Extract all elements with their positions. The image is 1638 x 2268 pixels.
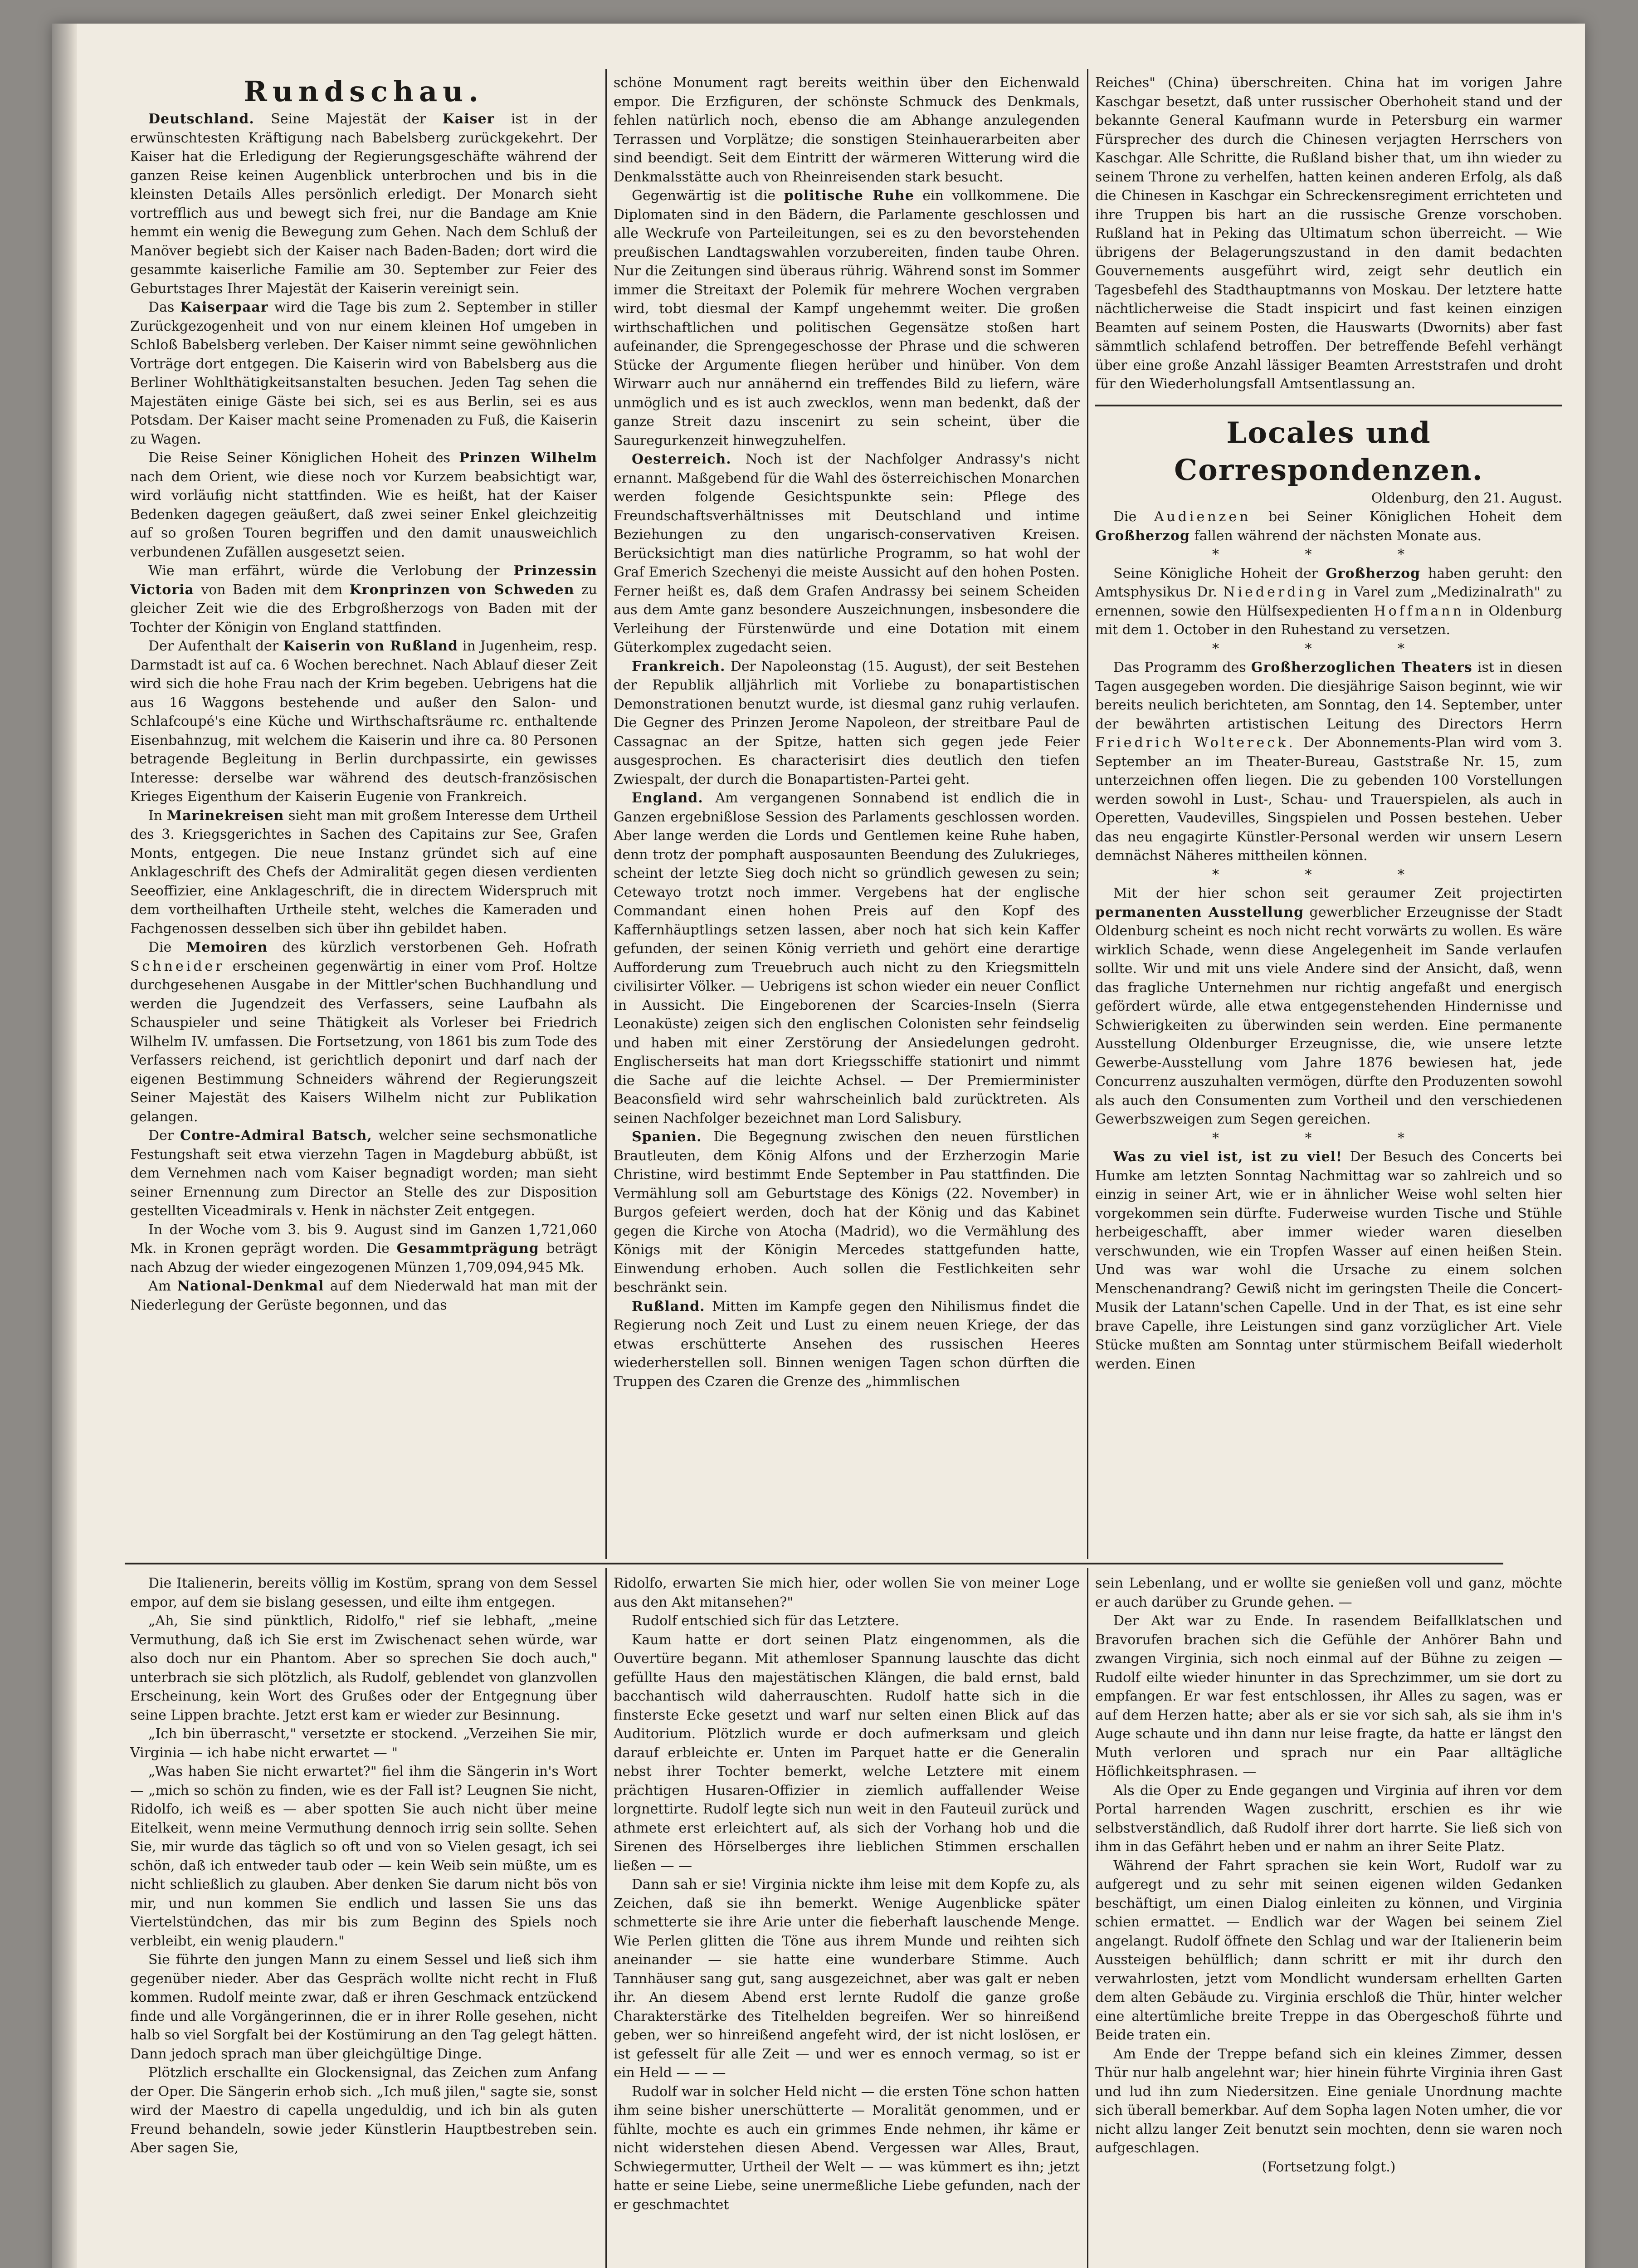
local-news-title: Locales und Correspondenzen.: [1174, 415, 1483, 487]
news-paragraph: [130, 1277, 597, 1315]
asterisk-divider: * * *: [1212, 1130, 1446, 1146]
text-run: Noch ist der Nachfolger Andrassy's nicht ernannt. Maßgebend für die Wahl des österreichischen Monarchen werden folgende Gesichtspunkte sein: Pflege des Freundschaftsverhältnisses mit Deutschland und intime Beziehungen zu den ungarisch-conservativen Kreisen. Berücksichtigt man dies natürliche Programm, so hat wohl der Graf Emerich Szechenyi die meiste Aussicht auf den hohen Posten. Ferner heißt es, daß dem Grafen Andrassy bei seinem Scheiden aus dem Amte ganz besondere Auszeichnungen, insbesondere die Verleihung der Fürstenwürde und eine Dotation mit einem Güterkomplex zugedacht seien.: [614, 451, 1080, 655]
text-run: bei Seiner Königlichen Hoheit dem: [1251, 509, 1562, 525]
news-paragraph: [130, 298, 597, 449]
news-paragraph: [1095, 564, 1562, 640]
text-run: haben geruht: den Amtsphysikus Dr.: [1095, 565, 1562, 600]
asterisk-divider: * * *: [1212, 547, 1446, 562]
text-run: ein vollkommene. Die Diplomaten sind in den Bädern, die Parlamente geschlossen und alle Weckrufe von Parteileitungen, sei es zu den bevorstehenden preußischen Landtagswahlen vorzubereiten, finden taube Ohren. Nur die Zeitungen sind überaus rührig. Während sonst im Sommer immer die Streitaxt der Polemik für mehrere Wochen vergraben wird, tobt diesmal der Kampf ungehemmt weiter. Die großen wirthschaftlichen und politischen Gegensätze stoßen hart aufeinander, die Sprengegeschosse der Phrase und die schweren Stücke der Argumente fliegen herüber und hinüber. Von dem Wirwarr auch nur annähernd ein treffendes Bild zu liefern, wäre unmöglich und es ist auch zwecklos, wenn man bedenkt, daß der ganze Streit dazu inscenirt zu sein scheint, über die Sauregurkenzeit hinwegzuhelfen.: [614, 188, 1080, 449]
text-run: Am vergangenen Sonnabend ist endlich die in Ganzen ergebnißlose Session des Parlaments geschlossen worden. Aber lange werden die Lords und Gentlemen keine Ruhe haben, denn trotz der pomphaft ausposaunten Beendung des Zulukrieges, scheint der letzte Sieg doch nicht so gründlich gewesen zu sein; Cetewayo trotzt noch immer. Vergebens hat der englische Commandant einen hohen Preis auf den Kopf des Kaffernhäuptlings setzen lassen, aber noch hat sich kein Kaffer gefunden, der seinen König verrieth und gehört eine derartige Aufforderung zum Treuebruch auch nicht zu den Kriegsmitteln civilisirter Völker. — Uebrigens ist schon wieder ein neuer Conflict in Aussicht. Die Eingeborenen der Scarcies-Inseln (Sierra Leonaküste) zeigen sich den englischen Colonisten sehr feindselig und haben mit einer Zerstörung der Ansiedelungen gedroht. Englischerseits hat man dort Kriegsschiffe stationirt und nimmt die Sache auf die leichte Achsel. — Der Premierminister Beaconsfield wird sehr wahrscheinlich bald zurücktreten. Als seinen Nachfolger bezeichnet man Lord Salisbury.: [614, 790, 1080, 1126]
rundschau-masthead: Rundschau.: [244, 75, 484, 108]
text-run: Wie man erfährt, würde die Verlobung der: [148, 563, 514, 579]
keyword: Kaiserin von Rußland: [283, 638, 458, 654]
text-run: auf dem Niederwald hat man mit der Niederlegung der Gerüste begonnen, und das: [130, 1278, 597, 1313]
text-run: Das: [148, 299, 180, 315]
text-run: Der Besuch des Concerts bei Humke am letzten Sonntag Nachmittag war so zahlreich und so einzig in seiner Art, wie er in ähnlicher Weise wohl selten hier vorgekommen sein dürfte. Fuderweise wurden Tische und Stühle herbeigeschafft, aber immer wieder waren dieselben verschwunden, wie ein Tropfen Wasser auf einen heißen Stein. Und was war wohl die Ursache zu einem solchen Menschenandrang? Gewiß nicht im geringsten Theile die Concert-Musik der Latann'schen Capelle. Und in der That, es ist eine sehr brave Capelle, ihre Leistungen sind ganz vorzüglicher Art. Viele Stücke mußten am Sonntag unter stürmischem Beifall wiederholt werden. Einen: [1095, 1149, 1562, 1372]
text-run: des kürzlich verstorbenen Geh. Hofrath: [268, 939, 597, 955]
story-paragraph: Plötzlich erschallte ein Glockensignal, das Zeichen zum Anfang der Oper. Die Sängerin erhob sich. „Ich muß jilen," sagte sie, sonst wird der Maestro di capella ungeduldig, und ich bin als guten Freund behandeln, sowie jeder Künstlerin Hauptbestreben sein. Aber sagen Sie,: [130, 2065, 597, 2156]
text-run: Der Aufenthalt der: [148, 638, 283, 654]
rundschau-column-3: [1095, 73, 1562, 1557]
keyword: Kronprinzen von Schweden: [349, 582, 575, 598]
story-paragraph: „Was haben Sie nicht erwartet?" fiel ihm die Sängerin in's Wort — „mich so schön zu finden, wie es der Fall ist? Leugnen Sie nicht, Ridolfo, ich weiß es — aber spotten Sie auch nicht über meine Eitelkeit, wenn meine Vermuthung dennoch irrig sein sollte. Sehen Sie, mir wurde das täglich so oft und von so Vielen gesagt, ich sei schön, daß ich entweder taub oder — kein Weib sein müßte, um es nicht schließlich zu glauben. Aber denken Sie darum nicht bös von mir, und nun kommen Sie endlich und lassen Sie uns das Viertelstündchen, das mir bis zum Beginn des Spiels noch verbleibt, ein wenig plaudern.": [130, 1764, 597, 1949]
story-paragraph: Ridolfo, erwarten Sie mich hier, oder wollen Sie von meiner Loge aus den Akt mitansehen?": [614, 1575, 1080, 1610]
country-heading-spanien: Spanien.: [632, 1129, 702, 1145]
news-paragraph: [1095, 658, 1562, 865]
text-run: Seine Königliche Hoheit der: [1113, 565, 1326, 582]
spaced-name: Hoffmann: [1374, 603, 1464, 619]
text-run: sieht man mit großem Interesse dem Urtheil des 3. Kriegsgerichtes in Sachen des Capitains zur See, Grafen Monts, entgegen. Die neue Instanz gründet sich auf eine Anklageschrift des Chefs der Admiralität gegen diesen verdienten Seeoffizier, eine Anklageschrift, die in directem Widerspruch mit dem vortheilhaften Urtheile steht, welches die Kameraden und Fachgenossen desselben sich über ihn gebildet haben.: [130, 807, 597, 937]
news-paragraph: [614, 450, 1080, 657]
dateline: Oldenburg, den 21. August.: [1371, 490, 1562, 506]
newspaper-page: [52, 24, 1585, 2268]
asterisk-divider: * * *: [1212, 640, 1446, 657]
news-paragraph: [130, 637, 597, 807]
news-paragraph: [1095, 508, 1562, 545]
rundschau-column-1: [130, 73, 597, 1557]
country-heading-russland: Rußland.: [632, 1298, 705, 1315]
news-paragraph: schöne Monument ragt bereits weithin über den Eichenwald empor. Die Erzfiguren, der schönste Schmuck des Denkmals, fehlen natürlich noch, ebenso die am Abhange anzulegenden Terrassen und Vorplätze; die sonstigen Steinhauerarbeiten aber sind beendigt. Seit dem Eintritt der wärmeren Witterung wird die Denkmalsstätte auch von Rheinreisenden stark besucht.: [614, 75, 1080, 185]
asterisk-divider: * * *: [1212, 866, 1446, 883]
text-run: Mitten im Kampfe gegen den Nihilismus findet die Regierung noch Zeit und Lust zu einem neuen Kriege, der das etwas erschütterte Ansehen des russischen Heeres wiederherstellen soll. Binnen wenigen Tagen schon dürften die Truppen des Czaren die Grenze des „himmlischen: [614, 1298, 1080, 1390]
text-run: in Varel zum „Medizinalrath" zu ernennen, sowie den Hülfsexpedienten: [1095, 584, 1562, 619]
news-paragraph: [130, 110, 597, 298]
keyword: Prinzen Wilhelm: [459, 450, 597, 466]
text-run: zu gleicher Zeit wie die des Erbgroßherzogs von Baden mit der Tochter der Königin von England stattfinden.: [130, 582, 597, 635]
spaced-name: Friedrich Woltereck.: [1095, 735, 1296, 751]
story-paragraph: Sie führte den jungen Mann zu einem Sessel und ließ sich ihm gegenüber nieder. Aber das Gespräch wollte nicht recht in Fluß kommen. Rudolf meinte zwar, daß er ihren Geschmack entzückend finde und alle Vorgängerinnen, die er in ihrer Rolle gesehen, nicht halb so viel Sorgfalt bei der Kostümirung an den Tag gelegt hätten. Dann jedoch sprach man über gleichgültige Dinge.: [130, 1952, 597, 2062]
news-paragraph: [130, 562, 597, 637]
story-paragraph: Die Italienerin, bereits völlig im Kostüm, sprang von dem Sessel empor, auf dem sie bislang gesessen, und eilte ihm entgegen.: [130, 1575, 597, 1610]
text-run: In der Woche vom 3. bis 9. August sind im Ganzen 1,721,060 Mk. in Kronen geprägt worden. Die: [130, 1222, 597, 1256]
news-paragraph: [130, 449, 597, 562]
story-paragraph: Als die Oper zu Ende gegangen und Virginia auf ihren vor dem Portal harrenden Wagen zuschritt, erschien es ihr wie selbstverständlich, daß Rudolf ihrer dort harrte. Sie ließ sich von ihm in das Gefährt heben und er nahm an ihrer Seite Platz.: [1095, 1782, 1562, 1855]
text-run: von Baden mit dem: [194, 582, 350, 598]
text-run: in Jugenheim, resp. Darmstadt ist auf ca. 6 Wochen berechnet. Nach Ablauf dieser Zeit wird sich die hohe Frau nach der Krim begeben. Uebrigens hat die aus 16 Waggons bestehende und außer den Salon- und Schlafcoupé's eine Küche und Wirthschaftsräume rc. enthaltende Eisenbahnzug, mit welchem die Kaiserin und ihre ca. 80 Personen betragende Begleitung in Berlin durchpassirte, ein gewisses Interesse: derselbe war während des deutsch-französischen Krieges Eigenthum der Kaiserin Eugenie von Frankreich.: [130, 638, 597, 805]
text-run: Der: [148, 1128, 180, 1144]
keyword: Großherzog: [1095, 528, 1190, 544]
text-run: Die Reise Seiner Königlichen Hoheit des: [148, 450, 459, 466]
feuilleton-column-3: [1095, 1574, 1562, 2268]
keyword: National-Denkmal: [177, 1278, 324, 1294]
text-run: welcher seine sechsmonatliche Festungshaft seit etwa vierzehn Tagen in Magdeburg abbüßt, ist dem Vernehmen nach vom Kaiser begnadigt worden; man sieht seiner Ernennung zum Director an Stelle des zur Disposition gestellten Viceadmirals v. Henk in nächster Zeit entgegen.: [130, 1128, 597, 1219]
country-heading-england: England.: [632, 790, 703, 806]
text-run: Die Begegnung zwischen den neuen fürstlichen Brautleuten, dem König Alfons und der Erzherzogin Marie Christine, wird bestimmt Ende September in Pau stattfinden. Die Vermählung soll am Geburtstage des Königs (22. November) in Burgos gefeiert werden, doch hat der König und das Kabinet gegen die Kirche von Atocha (Madrid), wo die Vermählung des Königs mit der Königin Mercedes stattgefunden hatte, Einwendung erhoben. Auch sollen die Festlichkeiten sehr beschränkt sein.: [614, 1129, 1080, 1295]
news-paragraph: [614, 657, 1080, 789]
text-run: Die: [1113, 509, 1154, 525]
news-paragraph: [130, 1126, 597, 1221]
story-paragraph: Rudolf entschied sich für das Letztere.: [632, 1613, 900, 1629]
text-run: ist in diesen Tagen ausgegeben worden. Die diesjährige Saison beginnt, wie wir bereits neulich berichteten, am Sonntag, den 14. September, unter der bewährten artistischen Leitung des Directors Herrn: [1095, 660, 1562, 732]
news-paragraph: [130, 807, 597, 938]
news-paragraph: [130, 1221, 597, 1277]
spaced-name: Schneider: [130, 958, 225, 974]
keyword: Großherzog: [1326, 565, 1421, 582]
column-rule: [605, 69, 607, 1559]
news-paragraph: [130, 938, 597, 1126]
story-paragraph: Kaum hatte er dort seinen Platz eingenommen, als die Ouvertüre begann. Mit athemloser Spannung lauschte das dicht gefüllte Haus den majestätischen Klängen, die bald ernst, bald bacchantisch wild daherrauschten. Rudolf hatte sich in die finsterste Ecke gesetzt und warf nur selten einen Blick auf das Auditorium. Plötzlich wurde er doch aufmerksam und gleich darauf erbleichte er. Unten im Parquet hatte er die Generalin nebst ihrer Tochter bemerkt, welche Letztere mit einem prächtigen Husaren-Offizier in ziemlich auffallender Weise lorgnettirte. Rudolf legte sich nun weit in den Fauteuil zurück und athmete erst erleichtert auf, als sich der Vorhang hob und die Sirenen des Hörselberges ihre lieblichen Stimmen erschallen ließen — —: [614, 1632, 1080, 1874]
spaced-word: Audienzen: [1154, 509, 1251, 525]
to-be-continued-note: (Fortsetzung folgt.): [1262, 2159, 1396, 2175]
spaced-name: Niederding: [1223, 584, 1329, 600]
section-separator: [125, 1563, 1503, 1564]
news-paragraph: Reiches" (China) überschreiten. China hat im vorigen Jahre Kaschgar besetzt, daß unter russischer Oberhoheit stand und der bekannte General Kaufmann wurde in Petersburg ein warmer Fürsprecher des durch die Chinesen verjagten Herrschers von Kaschgar. Alle Schritte, die Rußland bisher that, um ihn wieder zu seinem Throne zu verhelfen, hatten keinen anderen Erfolg, als daß die Chinesen in Kaschgar ein Schreckensregiment errichteten und ihre Truppen bis hart an die russische Grenze vorschoben. Rußland hat in Peking das Ultimatum schon überreicht. — Wie übrigens der Belagerungszustand in den damit bedachten Gouvernements ausgeführt wird, zeigt sehr deutlich ein Tagesbefehl des Stadthauptmanns von Moskau. Der letztere hatte nächtlicherweise die Stadt inspicirt und fast keinen einzigen Beamten auf seinem Posten, die Hauswarts (Dwornits) aber fast sämmtlich schlafend betroffen. Der betreffende Befehl verhängt über eine große Anzahl lässiger Beamten Arreststrafen und droht für den Wiederholungsfall Amtsentlassung an.: [1095, 75, 1562, 392]
keyword: Kaiserpaar: [180, 299, 268, 315]
text-run: Am: [148, 1278, 177, 1294]
news-paragraph: [614, 186, 1080, 450]
keyword: Kaiser: [442, 111, 495, 127]
keyword: Was zu viel ist, ist zu viel!: [1113, 1149, 1343, 1165]
text-run: erscheinen gegenwärtig in einer vom Prof. Holtze durchgesehenen Ausgabe in der Mittler'schen Buchhandlung und werden die Jugendzeit des Verfassers, seine Laufbahn als Schauspieler und seine Thätigkeit als Vorleser bei Friedrich Wilhelm IV. umfassen. Die Fortsetzung, von 1861 bis zum Tode des Verfassers reichend, ist gerichtlich deponirt und darf nach der eigenen Bestimmung Schneiders während der Regierungszeit Seiner Majestät des Kaisers Wilhelm nicht zur Publikation gelangen.: [130, 958, 597, 1125]
keyword: Memoiren: [186, 939, 268, 955]
text-run: In: [148, 807, 167, 824]
keyword: Contre-Admiral Batsch,: [180, 1128, 372, 1144]
story-paragraph: Der Akt war zu Ende. In rasendem Beifallklatschen und Bravorufen brachen sich die Gefühle der Anhörer Bahn und zwangen Virginia, sich noch einmal auf der Bühne zu zeigen — Rudolf eilte wieder hinunter in das Sprechzimmer, um sie dort zu empfangen. Er war fest entschlossen, ihr Alles zu sagen, was er auf dem Herzen hatte; aber als er sie vor sich sah, als sie ihm in's Auge schaute und ihn dann nur leise fragte, da hatte er längst den Muth verloren und sprach nur ein Paar alltägliche Höflichkeitsphrasen. —: [1095, 1613, 1562, 1779]
story-paragraph: Dann sah er sie! Virginia nickte ihm leise mit dem Kopfe zu, als Zeichen, daß sie ihn bemerkt. Wenige Augenblicke später schmetterte sie ihre Arie unter die fieberhaft lauschende Menge. Wie Perlen glitten die Töne aus ihrem Munde und reihten sich aneinander — sie hatte eine wunderbare Stimme. Auch Tannhäuser sang gut, sang ausgezeichnet, aber was galt er neben ihr. An diesem Abend erst lernte Rudolf die ganze große Charakterstärke des Titelhelden begreifen. Wer so hinreißend geben, wer so hinreißend angefeht wird, der ist nicht loslösen, er ist gefesselt für alle Zeit — und wer es ennoch vermag, so ist er ein Held — — —: [614, 1877, 1080, 2081]
country-heading-oesterreich: Oesterreich.: [632, 451, 731, 467]
keyword: permanenten Ausstellung: [1095, 904, 1304, 920]
story-paragraph: „Ich bin überrascht," versetzte er stockend. „Verzeihen Sie mir, Virginia — ich habe nicht erwartet — ": [130, 1726, 597, 1761]
text-run: nach dem Orient, wie diese noch vor Kurzem beabsichtigt war, wird vorläufig nicht stattfinden. Wie es heißt, hat der Kaiser Bedenken dagegen geäußert, daß zwei seiner Enkel gleichzeitig auf so großen Touren begriffen und den damit unausweichlich verbundenen Zufällen ausgesetzt seien.: [130, 469, 597, 560]
news-paragraph: [1095, 1148, 1562, 1374]
rundschau-column-2: [614, 73, 1080, 1557]
story-paragraph: Rudolf war in solcher Held nicht — die ersten Töne schon hatten ihm seine bisher unerschütterte — Moralität genommen, und er fühlte, mochte es auch ein grimmes Ende nehmen, ihr käme er nicht widerstehen diesen Abend. Vergessen war Alles, Braut, Schwiegermutter, Urtheil der Welt — — was kümmert es ihn; jetzt hatte er seine Liebe, seine unermeßliche Liebe gefunden, nach der er geschmachtet: [614, 2083, 1080, 2213]
story-paragraph: Während der Fahrt sprachen sie kein Wort, Rudolf war zu aufgeregt und zu sehr mit seinen eigenen wilden Gedanken beschäftigt, um einen Dialog einleiten zu können, und Virginia schien ermattet. — Endlich war der Wagen bei seinem Ziel angelangt. Rudolf öffnete den Schlag und war der Italienerin beim Aussteigen behülflich; dann schritt er mit ihr durch den verwahrlosten, jetzt vom Mondlicht wundersam erhellten Garten dem alten Gebäude zu. Virginia erschloß die Thür, hinter welcher eine altertümliche breite Treppe in das Obergeschoß führte und Beide traten ein.: [1095, 1857, 1562, 2043]
column-rule: [605, 1568, 607, 2268]
text-run: ist in der erwünschtesten Kräftigung nach Babelsberg zurückgekehrt. Der Kaiser hat die Erledigung der Regierungsgeschäfte während der ganzen Reise keinen Augenblick unterbrochen und bis in die kleinsten Details Alles persönlich erledigt. Der Monarch sieht vortrefflich aus und bewegt sich frei, nur die Bandage am Knie hemmt ein wenig die Bewegung zum Gehen. Nach dem Schluß der Manöver begiebt sich der Kaiser nach Baden-Baden; dort wird die gesammte kaiserliche Familie am 30. September zur Feier des Geburtstages Ihrer Majestät der Kaiserin vereinigt sein.: [130, 111, 597, 297]
story-paragraph: sein Lebenlang, und er wollte sie genießen voll und ganz, möchte er auch darüber zu Grunde gehen. —: [1095, 1575, 1562, 1610]
text-run: Die: [148, 939, 186, 955]
section-rule: [1095, 405, 1562, 406]
text-run: wird die Tage bis zum 2. September in stiller Zurückgezogenheit und von nur einem kleinen Hof umgeben in Schloß Babelsberg verleben. Der Kaiser nimmt seine gewöhnlichen Vorträge dort entgegen. Die Kaiserin wird von Babelsberg aus die Berliner Wohlthätigkeitsanstalten besuchen. Jeden Tag sehen die Majestäten einige Gäste bei sich, sei es aus Berlin, sei es aus Potsdam. Der Kaiser macht seine Promenaden zu Fuß, die Kaiserin zu Wagen.: [130, 299, 597, 447]
text-run: beträgt nach Abzug der wieder eingezogenen Münzen 1,709,094,945 Mk.: [130, 1241, 597, 1276]
feuilleton-column-2: [614, 1574, 1080, 2268]
keyword: Marinekreisen: [166, 807, 284, 824]
page-binding-edge: [52, 24, 77, 2268]
text-run: in Oldenburg mit dem 1. October in den Ruhestand zu versetzen.: [1095, 603, 1562, 638]
news-paragraph: [1095, 884, 1562, 1129]
keyword: Prinzessin Victoria: [130, 563, 597, 598]
keyword: Gesammtprägung: [396, 1241, 539, 1256]
column-rule: [1087, 69, 1088, 1559]
country-heading-frankreich: Frankreich.: [632, 658, 726, 675]
text-run: Seine Majestät der: [254, 111, 443, 127]
text-run: Der Abonnements-Plan wird vom 3. September an im Theater-Bureau, Gaststraße Nr. 15, zum unterzeichnen offen liegen. Die zu gebenden 100 Vorstellungen werden sowohl in Lust-, Schau- und Trauerspielen, als auch in Operetten, Vaudevilles, Singspielen und Possen bestehen. Ueber das neu engagirte Künstler-Personal werden wir unsern Lesern demnächst Näheres mittheilen können.: [1095, 735, 1562, 864]
text-run: Gegenwärtig ist die: [632, 188, 784, 204]
country-heading-deutschland: Deutschland.: [148, 111, 254, 127]
text-run: Das Programm des: [1113, 660, 1251, 675]
text-run: gewerblicher Erzeugnisse der Stadt Oldenburg scheint es noch nicht recht vorwärts zu wollen. Es wäre wirklich Schade, wenn diese Angelegenheit im Sande verlaufen sollte. Wir und mit uns viele Andere sind der Ansicht, daß, wenn das fragliche Unternehmen nur richtig angefaßt und energisch gefördert würde, alle etwa entgegenstehenden Hindernisse und Schwierigkeiten zu überwinden sein werden. Eine permanente Ausstellung Oldenburger Erzeugnisse, die, wie unsere letzte Gewerbe-Ausstellung vom Jahre 1876 bewiesen hat, jede Concurrenz auszuhalten vermögen, dürfte den Produzenten sowohl als auch den Consumenten zum Vortheil und den verschiedenen Gewerbszweigen zum Segen gereichen.: [1095, 904, 1562, 1127]
story-paragraph: „Ah, Sie sind pünktlich, Ridolfo," rief sie lebhaft, „meine Vermuthung, daß ich Sie erst im Zwischenact sehen würde, war also doch nur ein Phantom. Aber so sprechen Sie doch auch," unterbrach sie sich plötzlich, als Rudolf, geblendet von glanzvollen Erscheinung, kein Wort des Grußes oder der Entgegnung über seine Lippen brachte. Jetzt erst kam er wieder zur Besinnung.: [130, 1613, 597, 1723]
news-paragraph: [614, 1297, 1080, 1392]
feuilleton-column-1: [130, 1574, 597, 2268]
keyword: Großherzoglichen Theaters: [1251, 660, 1472, 675]
news-paragraph: [614, 789, 1080, 1128]
keyword: politische Ruhe: [784, 188, 914, 204]
text-run: Mit der hier schon seit geraumer Zeit projectirten: [1113, 885, 1562, 901]
news-paragraph: [614, 1128, 1080, 1297]
text-run: fallen während der nächsten Monate aus.: [1190, 528, 1482, 544]
story-paragraph: Am Ende der Treppe befand sich ein kleines Zimmer, dessen Thür nur halb angelehnt war; hier hinein führte Virginia ihren Gast und lud ihn zum Niedersitzen. Eine geniale Unordnung machte sich überall bemerkbar. Auf dem Sopha lagen Noten umher, die vor nicht allzu langer Zeit benutzt sein mochten, denn sie waren noch aufgeschlagen.: [1095, 2046, 1562, 2156]
text-run: Der Napoleonstag (15. August), der seit Bestehen der Republik alljährlich mit Vorliebe zu bonapartistischen Demonstrationen benutzt wurde, ist diesmal ganz ruhig verlaufen. Die Gegner des Prinzen Jerome Napoleon, der streitbare Paul de Cassagnac an der Spitze, hatten sich gegen jede Feier ausgesprochen. Es characterisirt dies deutlich den tiefen Zwiespalt, der durch die Bonapartisten-Partei geht.: [614, 658, 1080, 787]
column-rule: [1087, 1568, 1088, 2268]
